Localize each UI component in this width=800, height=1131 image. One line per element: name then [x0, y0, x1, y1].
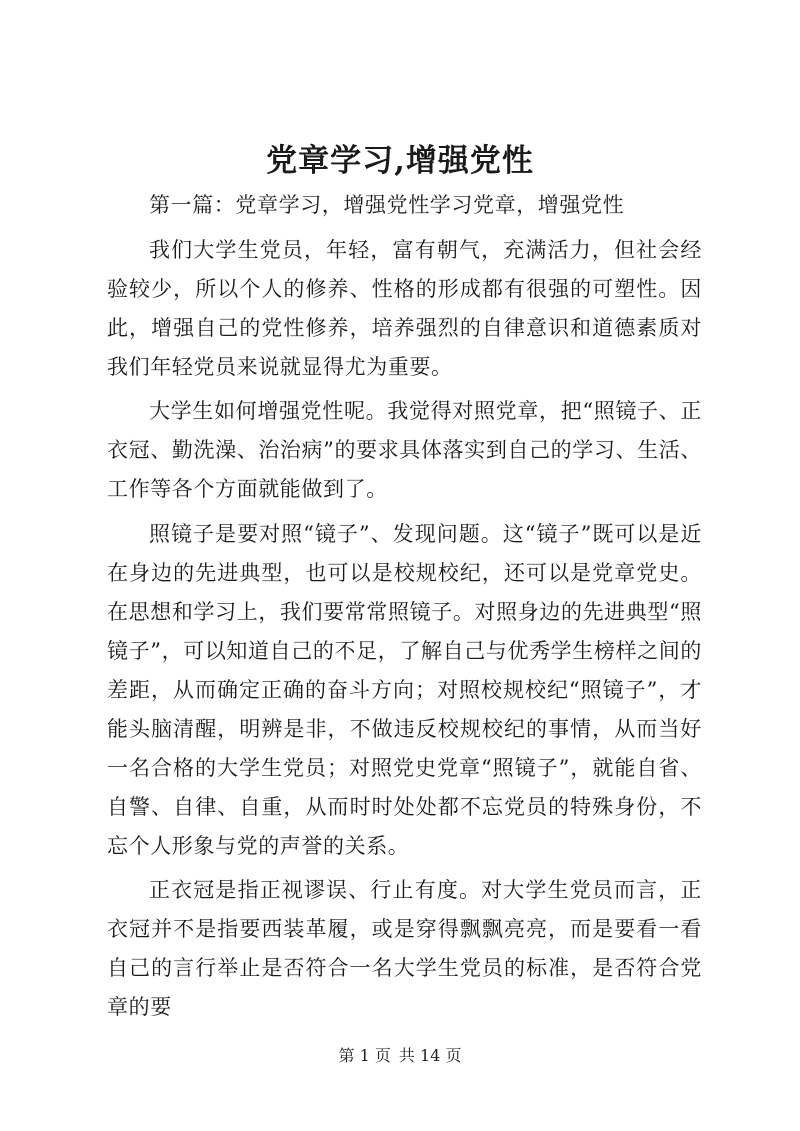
paragraph: 大学生如何增强党性呢。我觉得对照党章，把“照镜子、正衣冠、勤洗澡、治治病”的要求具体落实到自己的学习、生活、工作等各个方面就能做到了。 [107, 399, 702, 501]
paragraph: 照镜子是要对照“镜子”、发现问题。这“镜子”既可以是近在身边的先进典型，也可以是校规校纪，还可以是党章党史。在思想和学习上，我们要常常照镜子。对照身边的先进典型“照镜子”，可以知道自己的不足，了解自己与优秀学生榜样之间的差距，从而确定正确的奋斗方向；对照校规校纪“照镜子”，才能头脑清醒，明辨是非，不做违反校规校纪的事情，从而当好一名合格的大学生党员；对照党史党章“照镜子”，就能自省、自警、自律、自重，从而时时处处都不忘党员的特殊身份，不忘个人形象与党的声誉的关系。 [107, 521, 702, 858]
paragraph: 正衣冠是指正视谬误、行止有度。对大学生党员而言，正衣冠并不是指要西装革履，或是穿得飘飘亮亮，而是要看一看自己的言行举止是否符合一名大学生党员的标准，是否符合党章的要 [107, 878, 702, 1019]
document-title: 党章学习,增强党性 [266, 143, 534, 179]
paragraph: 我们大学生党员，年轻，富有朝气，充满活力，但社会经验较少，所以个人的修养、性格的形成都有很强的可塑性。因此，增强自己的党性修养，培养强烈的自律意识和道德素质对我们年轻党员来说就显得尤为重要。 [107, 237, 702, 379]
paragraph-heading: 第一篇：党章学习，增强党性学习党章，增强党性 [149, 193, 625, 217]
page-footer [0, 1046, 800, 1066]
page-number: 第 1 页 [338, 1046, 391, 1065]
document-body [107, 186, 702, 1027]
page-total: 共 14 页 [398, 1046, 462, 1065]
